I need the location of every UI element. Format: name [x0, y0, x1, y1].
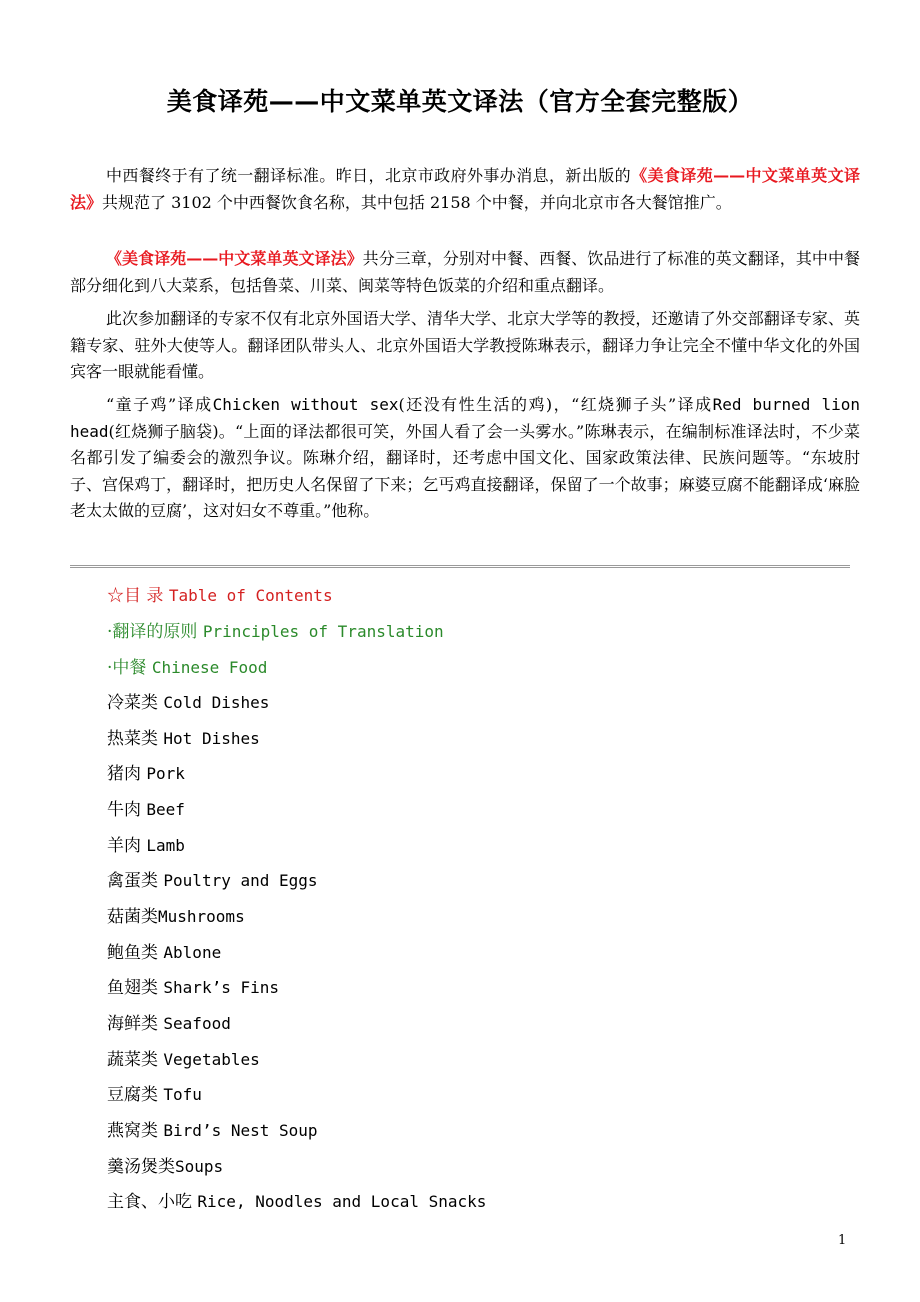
- structure-text: 共分三章，分别对中餐、西餐、饮品进行了标准的英文翻译，其中中餐部分细化到八大菜系，包括鲁菜、川菜、闽菜等特色饭菜的介绍和重点翻译。: [70, 249, 860, 295]
- examples-text-3: (红烧狮子脑袋)。“上面的译法都很可笑，外国人看了会一头雾水。”陈琳表示，在编制标准译法时，不少菜名都引发了编委会的激烈争议。陈琳介绍，翻译时，还考虑中国文化、国家政策法律、民族问题等。“东坡肘子、宫保鸡丁，翻译时，把历史人名保留了下来；乞丐鸡直接翻译，保留了一个故事；麻婆豆腐不能翻译成‘麻脸老太太做的豆腐’，这对妇女不尊重。”他称。: [70, 421, 860, 520]
- toc-item[interactable]: [107, 1156, 223, 1178]
- toc-item-en: Poultry and Eggs: [163, 871, 318, 890]
- toc-item-en: Cold Dishes: [163, 693, 270, 712]
- toc-item-en: Mushrooms: [158, 907, 245, 926]
- toc-item-cn: 禽蛋类: [107, 871, 158, 891]
- toc-header-en: Table of Contents: [168, 586, 333, 605]
- toc-item-en: Vegetables: [163, 1050, 260, 1069]
- toc-item[interactable]: [107, 906, 245, 928]
- toc-item[interactable]: [107, 692, 269, 714]
- toc-item-en: Seafood: [163, 1014, 231, 1033]
- toc-item-en: Beef: [146, 800, 185, 819]
- toc-item[interactable]: [107, 942, 221, 964]
- toc-header-cn: ☆目 录: [107, 586, 164, 606]
- intro-text-2: 共规范了 3102 个中西餐饮食名称，其中包括 2158 个中餐，并向北京市各大餐馆推广。: [102, 192, 732, 212]
- toc-item-cn: 菇菌类: [107, 907, 158, 927]
- page-number: 1: [838, 1233, 847, 1248]
- toc-item-cn: 热菜类: [107, 729, 158, 749]
- book-title-highlight: 《美食译苑——中文菜单英文译法》: [70, 166, 860, 212]
- toc-header: [107, 585, 333, 607]
- toc-item-cn: 牛肉: [107, 800, 141, 820]
- toc-item-cn: 鱼翅类: [107, 978, 158, 998]
- toc-item-cn: 鲍鱼类: [107, 943, 158, 963]
- toc-item[interactable]: [107, 1013, 231, 1035]
- intro-text-1: 中西餐终于有了统一翻译标准。昨日，北京市政府外事办消息，新出版的: [106, 166, 632, 185]
- toc-item[interactable]: [107, 657, 267, 679]
- toc-item-en: Principles of Translation: [202, 622, 444, 641]
- toc-item-cn: ·翻译的原则: [107, 622, 198, 642]
- experts-text: 此次参加翻译的专家不仅有北京外国语大学、清华大学、北京大学等的教授，还邀请了外交部翻译专家、英籍专家、驻外大使等人。翻译团队带头人、北京外国语大学教授陈琳表示，翻译力争让完全不懂中华文化的外国宾客一眼就能看懂。: [70, 309, 860, 381]
- paragraph-intro: [70, 163, 860, 216]
- toc-item-cn: 豆腐类: [107, 1085, 158, 1105]
- toc-item-en: Pork: [146, 764, 185, 783]
- paragraph-structure: [70, 246, 860, 299]
- toc-item-cn: 海鲜类: [107, 1014, 158, 1034]
- toc-item-en: Lamb: [146, 836, 185, 855]
- toc-item[interactable]: [107, 1084, 202, 1106]
- toc-item-en: Rice, Noodles and Local Snacks: [197, 1192, 487, 1211]
- toc-item[interactable]: [107, 621, 444, 643]
- toc-item-en: Chinese Food: [151, 658, 268, 677]
- toc-item-cn: ·中餐: [107, 658, 147, 678]
- toc-item-en: Shark’s Fins: [163, 978, 279, 997]
- paragraph-examples: [70, 392, 860, 525]
- example-english-2: Red burned lion head: [70, 395, 860, 441]
- toc-item-cn: 羹汤煲类: [107, 1157, 175, 1177]
- examples-text-1: “童子鸡”译成: [106, 395, 213, 414]
- toc-item-en: Tofu: [163, 1085, 202, 1104]
- toc-item[interactable]: [107, 763, 185, 785]
- toc-item[interactable]: [107, 1191, 486, 1213]
- section-divider: [70, 565, 850, 568]
- toc-item[interactable]: [107, 977, 279, 999]
- toc-item[interactable]: [107, 799, 185, 821]
- toc-item-cn: 主食、小吃: [107, 1192, 192, 1212]
- toc-item-cn: 燕窝类: [107, 1121, 158, 1141]
- toc-item[interactable]: [107, 1120, 318, 1142]
- toc-item[interactable]: [107, 728, 260, 750]
- document-title: 美食译苑——中文菜单英文译法（官方全套完整版）: [166, 87, 754, 116]
- toc-item[interactable]: [107, 835, 185, 857]
- toc-item-en: Ablone: [163, 943, 222, 962]
- example-english-1: Chicken without sex: [212, 395, 399, 414]
- toc-item-en: Hot Dishes: [163, 729, 260, 748]
- toc-item-cn: 蔬菜类: [107, 1050, 158, 1070]
- toc-item-cn: 猪肉: [107, 764, 141, 784]
- toc-item-cn: 羊肉: [107, 836, 141, 856]
- book-title-highlight: 《美食译苑——中文菜单英文译法》: [106, 249, 363, 268]
- toc-item-cn: 冷菜类: [107, 693, 158, 713]
- toc-item[interactable]: [107, 1049, 260, 1071]
- toc-item-en: Soups: [175, 1157, 224, 1176]
- examples-text-2: (还没有性生活的鸡)，“红烧狮子头”译成: [398, 395, 713, 414]
- toc-item-en: Bird’s Nest Soup: [163, 1121, 318, 1140]
- toc-item[interactable]: [107, 870, 318, 892]
- paragraph-experts: [70, 306, 860, 386]
